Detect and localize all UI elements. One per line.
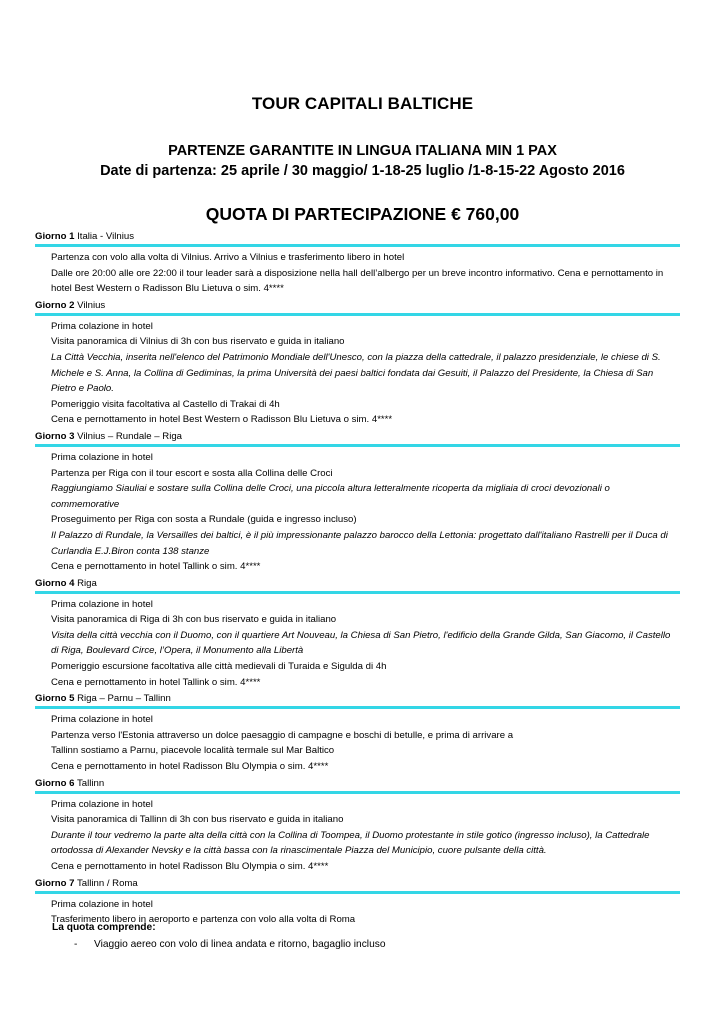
day-line: Trasferimento libero in aeroporto e partenza con volo alla volta di Roma [51,914,356,926]
day-heading [35,692,680,705]
day-route: Vilnius – Rundale – Riga [77,430,183,442]
day-description-italic: Raggiungiamo Siauliai e sostare sulla Collina delle Croci, una piccola altura letteralmente ricoperta da migliaia di croci devozionali o commemorative [51,483,610,510]
day-section [35,230,680,299]
day-description-italic: Visita della città vecchia con il Duomo, con il quartiere Art Nouveau, la Chiesa di San Pietro, l'edificio della Grande Gilda, San Giacomo, il Castello di Riga, Boulevard Circe, l’Opera, il Monumento alla Libertà [51,629,671,657]
day-heading [35,230,680,243]
includes-section [52,920,672,954]
departure-dates: Date di partenza: 25 aprile / 30 maggio/ 1-18-25 luglio /1-8-15-22 Agosto 2016 [100,163,625,179]
day-body [35,594,680,693]
day-description-italic: Il Palazzo di Rundale, la Versailles dei baltici, è il più impressionante palazzo barocco della Lettonia: progettato dall'italiano Rastrelli per il Duca di Curlandia E.J.Biron conta 138 stanze [51,529,668,557]
day-route: Italia - Vilnius [77,231,135,242]
day-line: Visita panoramica di Vilnius di 3h con bus riservato e guida in italiano [51,336,345,348]
day-line: Partenza con volo alla volta di Vilnius. Arrivo a Vilnius e trasferimento libero in hotel [51,252,405,263]
day-line: Visita panoramica di Tallinn di 3h con bus riservato e guida in italiano [51,814,344,826]
day-line: Cena e pernottamento in hotel Radisson Blu Olympia o sim. 4**** [51,861,329,872]
day-heading [35,877,680,890]
day-body [35,794,680,877]
day-line: Prima colazione in hotel [51,451,153,463]
day-line: Partenza verso l'Estonia attraverso un dolce paesaggio di campagne e boschi di betulle, e prima di arrivare a [51,729,514,741]
day-line: Pomeriggio escursione facoltativa alle città medievali di Turaida e Sigulda di 4h [51,661,387,673]
includes-title: La quota comprende: [52,922,156,933]
day-heading [35,577,680,590]
day-label: Giorno 4 [35,577,75,589]
day-label: Giorno 5 [35,693,75,705]
day-line: Prima colazione in hotel [51,714,153,726]
day-line: Prima colazione in hotel [51,898,153,910]
day-line: Cena e pernottamento in hotel Radisson Blu Olympia o sim. 4**** [51,761,329,773]
day-line: Proseguimento per Riga con sosta a Rundale (guida e ingresso incluso) [51,514,357,526]
itinerary [35,230,680,930]
day-body [35,709,680,776]
departures-subtitle: PARTENZE GARANTITE IN LINGUA ITALIANA MIN 1 PAX [168,143,557,159]
day-body [35,247,680,299]
day-label: Giorno 1 [35,231,75,242]
day-route: Tallinn / Roma [76,877,138,889]
includes-item [52,936,672,954]
day-line: Dalle ore 20:00 alle ore 22:00 il tour leader sarà a disposizione nella hall dell’albergo per un breve incontro informativo. Cena e pernottamento in hotel Best Western o Radisson Blu Lietuva o sim. 4**** [51,267,664,295]
day-line: Prima colazione in hotel [51,798,153,810]
day-body [35,447,680,577]
day-section [35,299,680,430]
day-description-italic: Durante il tour vedremo la parte alta della città con la Collina di Toompea, il Duomo protestante in stile gotico (ingresso incluso), la Cattedrale ortodossa di Alexander Nevsky e la città bassa con la rinascimentale Piazza del Municipio, cuore pulsante della città. [51,829,650,857]
page-title: TOUR CAPITALI BALTICHE [251,94,474,113]
day-route: Tallinn [76,777,105,789]
day-section [35,692,680,776]
day-route: Vilnius [77,299,106,311]
day-heading [35,777,680,790]
day-label: Giorno 6 [35,777,75,789]
day-line: Prima colazione in hotel [51,320,153,332]
day-line: Visita panoramica di Riga di 3h con bus riservato e guida in italiano [51,614,337,626]
day-route: Riga [77,577,97,589]
day-label: Giorno 2 [35,299,75,311]
day-section [35,577,680,693]
day-label: Giorno 3 [35,430,75,442]
day-line: Partenza per Riga con il tour escort e sosta alla Collina delle Croci [51,467,333,479]
day-description-italic: La Città Vecchia, inserita nell'elenco del Patrimonio Mondiale dell'Unesco, con la piazza della cattedrale, il palazzo presidenziale, le chiese di S. Michele e S. Anna, la Collina di Gediminas, la prima Università dei paesi baltici fondata dai Gesuiti, il Palazzo del Presidente, la Chiesa di San Pietro e Paolo. [51,351,661,395]
day-heading [35,430,680,443]
day-line: Cena e pernottamento in hotel Tallink o sim. 4**** [51,676,261,688]
day-line: Prima colazione in hotel [51,598,153,610]
day-section [35,777,680,877]
day-heading [35,299,680,312]
day-route: Riga – Parnu – Tallinn [77,693,171,705]
day-body [35,316,680,430]
day-line: Pomeriggio visita facoltativa al Castello di Trakai di 4h [51,398,280,410]
bullet-dash: - [74,939,78,950]
day-line: Cena e pernottamento in hotel Tallink o sim. 4**** [51,561,261,573]
day-line: Cena e pernottamento in hotel Best Western o Radisson Blu Lietuva o sim. 4**** [51,414,393,426]
price-heading: QUOTA DI PARTECIPAZIONE € 760,00 [205,204,520,224]
day-section [35,430,680,577]
day-label: Giorno 7 [35,877,75,889]
includes-item-text: Viaggio aereo con volo di linea andata e ritorno, bagaglio incluso [94,939,386,950]
day-line: Tallinn sostiamo a Parnu, piacevole località termale sul Mar Baltico [51,745,335,757]
